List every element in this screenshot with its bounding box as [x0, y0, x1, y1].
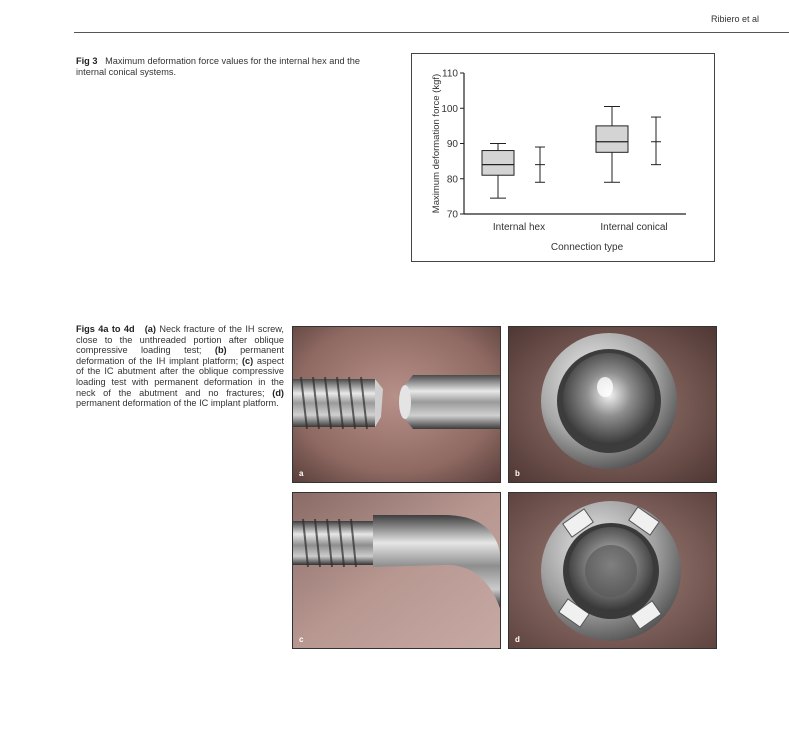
fig4-part-d-text: permanent deformation of the IC implant platform.	[76, 398, 279, 409]
y-tick-label: 70	[446, 209, 458, 221]
fig4-part-a-text: Neck fracture of the IH screw, close to the unthreaded portion after oblique compressive loading test;	[76, 324, 284, 356]
fractured-screw-photo	[293, 327, 500, 482]
fig4-part-c-tag: (c)	[241, 355, 254, 366]
panel-label-a: a	[299, 469, 304, 478]
fig4-label: Figs 4a to 4d	[76, 324, 135, 334]
ih-platform-photo	[509, 327, 716, 482]
y-tick-label: 90	[446, 139, 458, 150]
fig3-label: Fig 3	[76, 56, 98, 66]
y-tick-label: 100	[441, 103, 458, 115]
box-iqr	[596, 126, 628, 152]
photo-panel-a	[292, 326, 501, 483]
y-tick-label: 80	[446, 174, 458, 186]
fig4-part-b-tag: (b)	[214, 345, 227, 356]
y-tick-label: 110	[442, 68, 458, 80]
ic-platform-photo	[509, 493, 716, 648]
fig4-part-a-tag: (a)	[144, 324, 156, 334]
x-category-label: Internal conical	[600, 222, 668, 233]
y-axis-label: Maximum deformation force (kgf)	[431, 73, 442, 214]
box-iqr	[482, 151, 514, 176]
photo-panel-d	[508, 492, 717, 649]
panel-label-c: c	[299, 635, 304, 644]
panel-label-b: b	[515, 469, 520, 478]
fig4-caption	[76, 324, 284, 409]
bent-abutment-photo	[293, 493, 500, 648]
x-category-label: Internal hex	[492, 222, 546, 233]
fig4-part-d-tag: (d)	[272, 387, 284, 398]
panel-label-d: d	[515, 635, 520, 644]
photo-panel-c	[292, 492, 501, 649]
fig4-part-b-text: permanent deformation of the IH implant platform;	[76, 345, 284, 366]
box-plot-svg	[412, 54, 714, 261]
fig3-caption-text: Maximum deformation force values for the internal hex and the internal conical systems.	[76, 56, 360, 77]
fig3-caption	[76, 56, 391, 77]
header-rule	[74, 32, 789, 33]
photo-panel-b	[508, 326, 717, 483]
running-head: Ribiero et al	[710, 14, 759, 24]
x-axis-label: Connection type	[550, 242, 624, 253]
fig4-part-c-text: aspect of the IC abutment after the oblique compressive loading test with permanent deformation in the neck of the abutment and no fractures;	[76, 355, 284, 398]
fig3-chart	[411, 53, 715, 262]
